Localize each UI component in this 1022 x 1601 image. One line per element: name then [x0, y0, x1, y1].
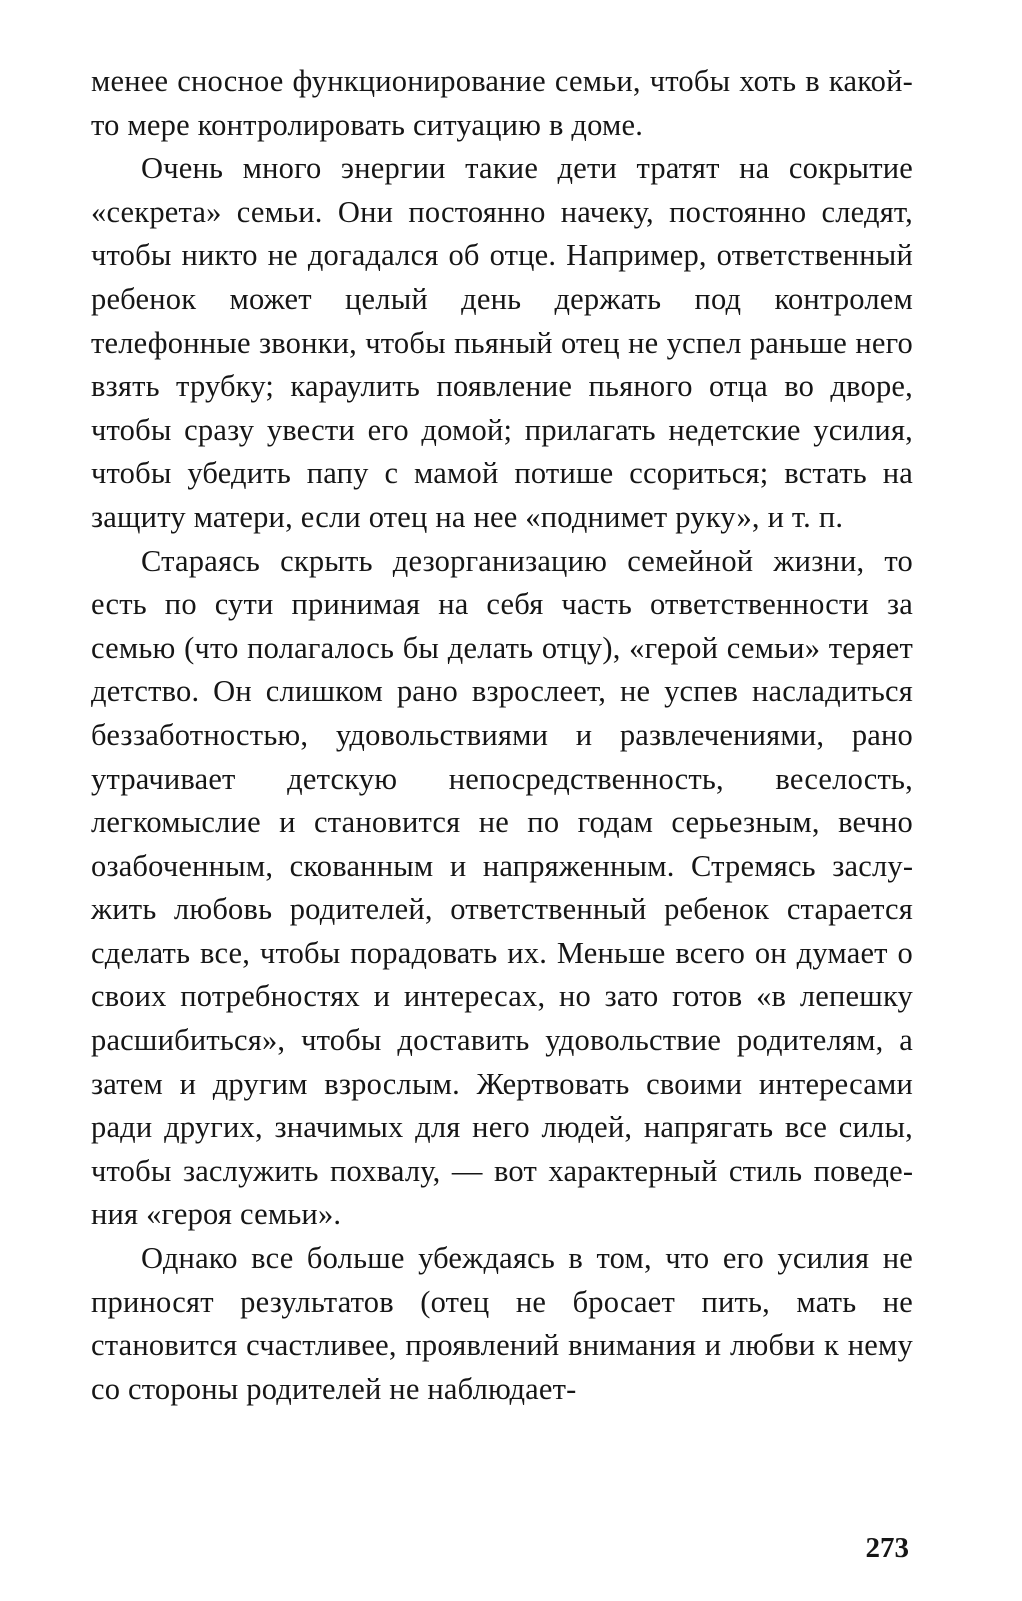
paragraph-continuation: менее сносное функционирование семьи, чтобы хоть в какой-то мере контролировать ситуацию в доме. — [91, 64, 913, 142]
paragraph: Очень много энергии такие дети тратят на сокрытие «секрета» семьи. Они постоянно начеку, постоянно следят, чтобы никто не догадался об отце. Например, ответственный ребенок может целый день держать под контролем телефонные звонки, чтобы пьяный отец не успел раньше него взять трубку; караулить появление пьяного отца во дворе, чтобы сразу увести его домой; прилагать недетские усилия, чтобы убедить папу с мамой потише ссориться; встать на защиту матери, если отец на нее «поднимет руку», и т. п. — [91, 151, 913, 534]
page-number: 273 — [865, 1532, 909, 1564]
body-text — [91, 60, 913, 1411]
paragraph: Стараясь скрыть дезорганизацию семейной жизни, то есть по сути принимая на себя часть ответственности за семью (что полагалось бы делать отцу), «герой семьи» теряет детство. Он слишком рано взрослеет, не успев насладиться беззаботностью, удовольствиями и развлечениями, рано утрачивает детскую непосредственность, веселость, легкомыслие и становится не по годам серьезным, вечно озабоченным, скованным и напряженным. Стремясь заслужить любовь родителей, ответственный ребенок старается сделать все, чтобы порадовать их. Меньше всего он думает о своих потребностях и интересах, но зато готов «в лепешку расшибиться», чтобы доставить удовольствие родителям, а затем и другим взрослым. Жертвовать своими интересами ради других, значимых для него людей, напрягать все силы, чтобы заслужить похвалу, — вот характерный стиль поведения «героя семьи». — [91, 543, 913, 1232]
paragraph: Однако все больше убеждаясь в том, что его усилия не приносят результатов (отец не бросает пить, мать не становится счастливее, проявлений внимания и любви к нему со стороны родителей не наблюдает- — [91, 1241, 913, 1406]
